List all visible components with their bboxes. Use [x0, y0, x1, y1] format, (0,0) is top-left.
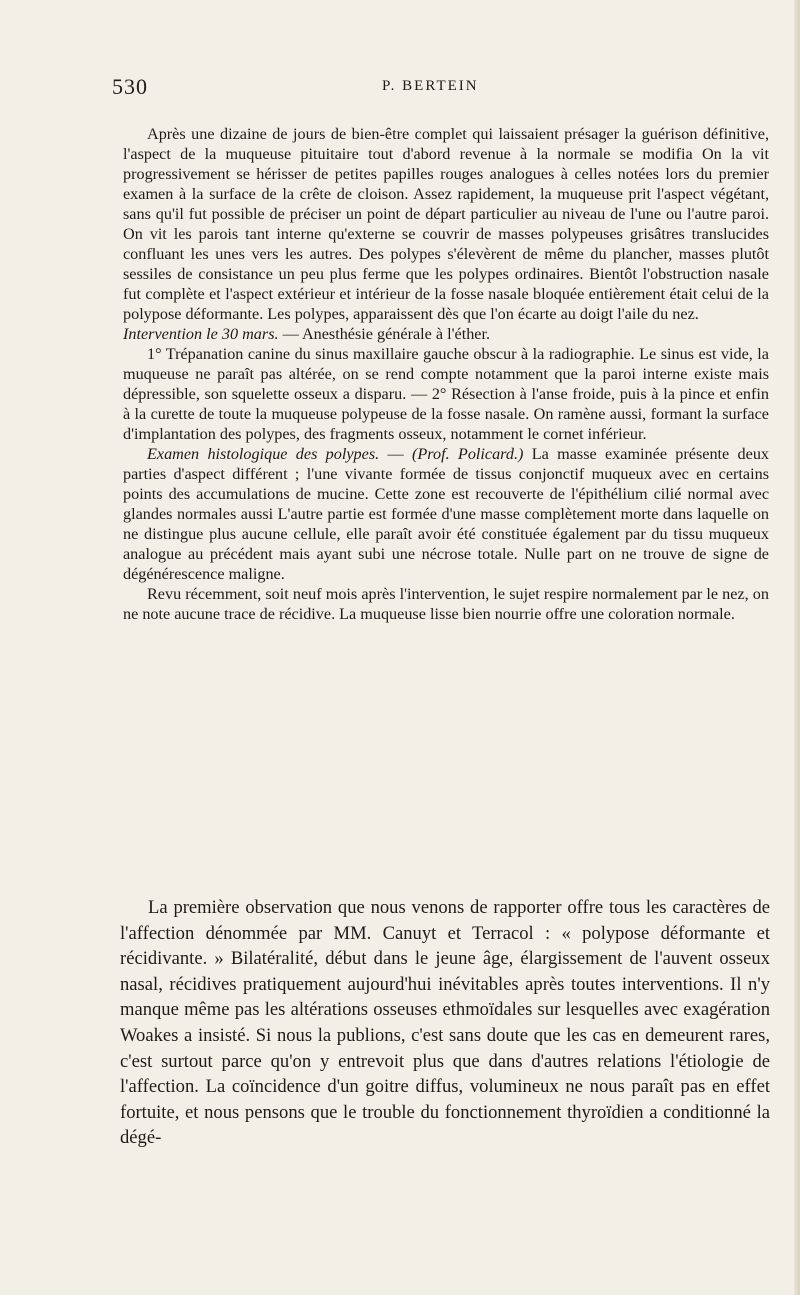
paragraph-procedure: 1° Trépanation canine du sinus maxillaire gauche obscur à la radiographie. Le sinus est vide, la muqueuse ne paraît pas altérée, on se rend compte notamment que la paroi interne existe mais dépressible, son squelette osseux a disparu. — 2° Résection à l'anse froide, puis à la pince et enfin à la curette de toute la muqueuse polypeuse de la fosse nasale. On ramène aussi, formant la surface d'implantation des polypes, des fragments osseux, notamment le cornet inférieur. [123, 345, 769, 443]
page-number: 530 [112, 74, 148, 99]
intervention-heading: Intervention le 30 mars. [123, 325, 279, 343]
histology-dash: — [379, 445, 412, 463]
page-edge-shadow [794, 0, 800, 1295]
running-head-author: P. BERTEIN [382, 78, 479, 94]
histology-credit: (Prof. Policard.) [412, 445, 524, 463]
paragraph-discussion: La première observation que nous venons de rapporter offre tous les caractères de l'affection dénommée par MM. Canuyt et Terracol : « polypose déformante et récidivante. » Bilatéralité, début dans le jeune âge, élargissement de l'auvent osseux nasal, récidives pratiquement aujourd'hui inévitables après toutes interventions. Il n'y manque même pas les altérations osseuses ethmoïdales sur lesquelles avec exagération Woakes a insisté. Si nous la publions, c'est sans doute que les cas en demeurent rares, c'est surtout parce qu'on y entrevoit plus que dans d'autres relations l'étiologie de l'affection. La coïncidence d'un goitre diffus, volumineux ne nous paraît pas en effet fortuite, et nous pensons que le trouble du fonctionnement thyroïdien a conditionné la dégé- [120, 897, 770, 1149]
case-report-text [123, 124, 769, 624]
paragraph-clinical-course: Après une dizaine de jours de bien-être complet qui laissaient présager la guérison définitive, l'aspect de la muqueuse pituitaire tout d'abord revenue à la normale se modifia On la vit progressivement se hérisser de petites papilles rouges analogues à celles notées lors du premier examen à la surface de la crête de cloison. Assez rapidement, la muqueuse prit l'aspect végétant, sans qu'il fut possible de préciser un point de départ particulier au niveau de l'une ou l'autre paroi. On vit les parois tant interne qu'externe se couvrir de masses polypeuses grisâtres translucides confluant les unes vers les autres. Des polypes s'élevèrent de même du plancher, masses plutôt sessiles de consistance un peu plus ferme que les polypes ordinaires. Bientôt l'obstruction nasale fut complète et l'aspect extérieur et intérieur de la fosse nasale bloquée entièrement était celui de la polypose déformante. Les polypes, apparaissent dès que l'on écarte au doigt l'aile du nez. [123, 125, 769, 323]
histology-findings: La masse examinée présente deux parties d'aspect différent ; l'une vivante formée de tissus conjonctif muqueux avec en certains points des accumulations de mucine. Cette zone est recouverte de l'épithélium cilié normal avec glandes normales aussi L'autre partie est formée d'une masse complètement morte dans laquelle on ne distingue plus aucune cellule, elle paraît avoir été constituée également par du tissu muqueux analogue au précédent mais ayant subi une nécrose totale. Nulle part on ne trouve de signe de dégénérescence maligne. [123, 445, 770, 583]
paragraph-intervention [123, 324, 769, 344]
paragraph-follow-up: Revu récemment, soit neuf mois après l'intervention, le sujet respire normalement par le nez, on ne note aucune trace de récidive. La muqueuse lisse bien nourrie offre une coloration normale. [123, 585, 769, 623]
paragraph-histology [123, 444, 769, 584]
histology-heading: Examen histologique des polypes. [147, 445, 380, 463]
intervention-anesthesia: — Anesthésie générale à l'éther. [278, 325, 491, 343]
discussion-text [120, 895, 770, 1151]
page-header [112, 74, 682, 104]
